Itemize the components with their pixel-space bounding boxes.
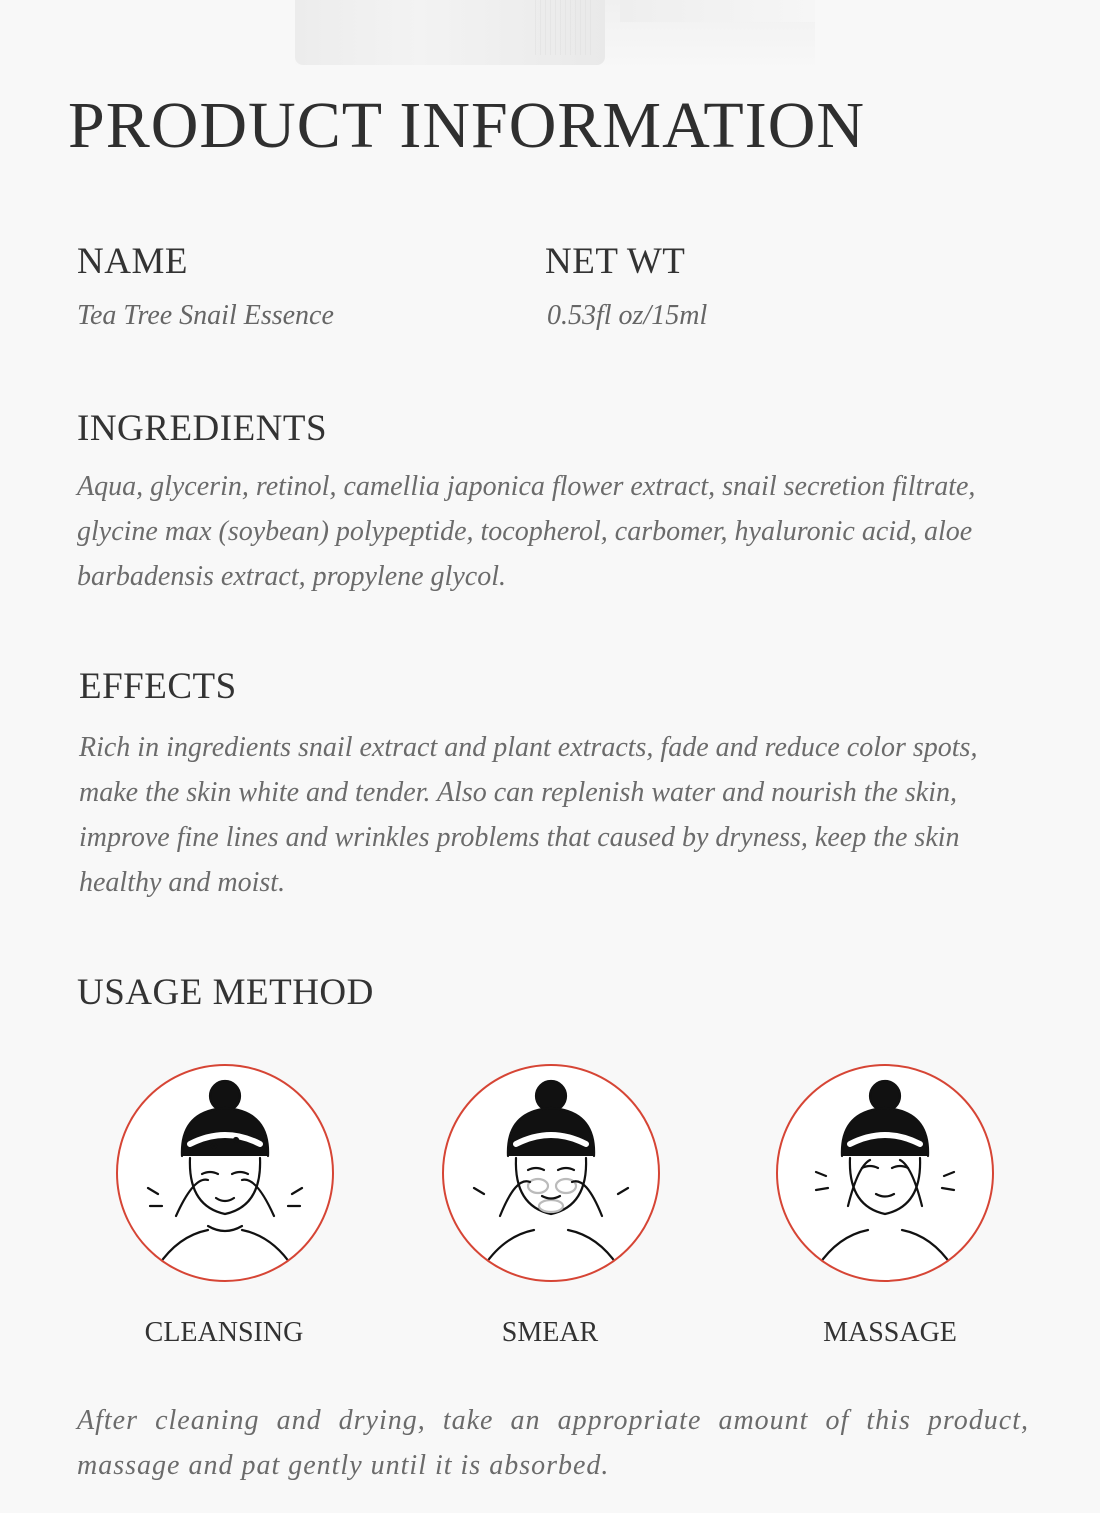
ingredients-label: INGREDIENTS — [77, 408, 328, 449]
step-label-smear: SMEAR — [501, 1317, 599, 1348]
net-wt-label: NET WT — [545, 241, 686, 282]
ingredients-text: Aqua, glycerin, retinol, camellia japonica flower extract, snail secretion filtrate, glycine max (soybean) polypeptide, tocopherol, carbomer, hyaluronic acid, aloe barbadensis extract, propylene glycol. — [77, 471, 976, 592]
step-label-massage: MASSAGE — [823, 1317, 957, 1348]
effects-label: EFFECTS — [79, 666, 237, 707]
step-label-cleansing: CLEANSING — [144, 1317, 304, 1348]
product-bottle-image — [295, 0, 815, 70]
name-value: Tea Tree Snail Essence — [77, 300, 334, 331]
face-smear-icon — [442, 1064, 660, 1282]
usage-method-label: USAGE METHOD — [77, 972, 374, 1013]
usage-text: After cleaning and drying, take an appropriate amount of this product, massage and pat gently until it is absorbed. — [77, 1405, 1029, 1481]
face-cleansing-icon — [116, 1064, 334, 1282]
name-label: NAME — [77, 241, 188, 282]
effects-text: Rich in ingredients snail extract and plant extracts, fade and reduce color spots, make the skin white and tender. Also can replenish water and nourish the skin, improve fine lines and wrinkles problems that caused by dryness, keep the skin healthy and moist. — [79, 732, 978, 898]
net-wt-value: 0.53fl oz/15ml — [547, 300, 708, 331]
face-massage-icon — [776, 1064, 994, 1282]
page-title: PRODUCT INFORMATION — [68, 89, 866, 162]
